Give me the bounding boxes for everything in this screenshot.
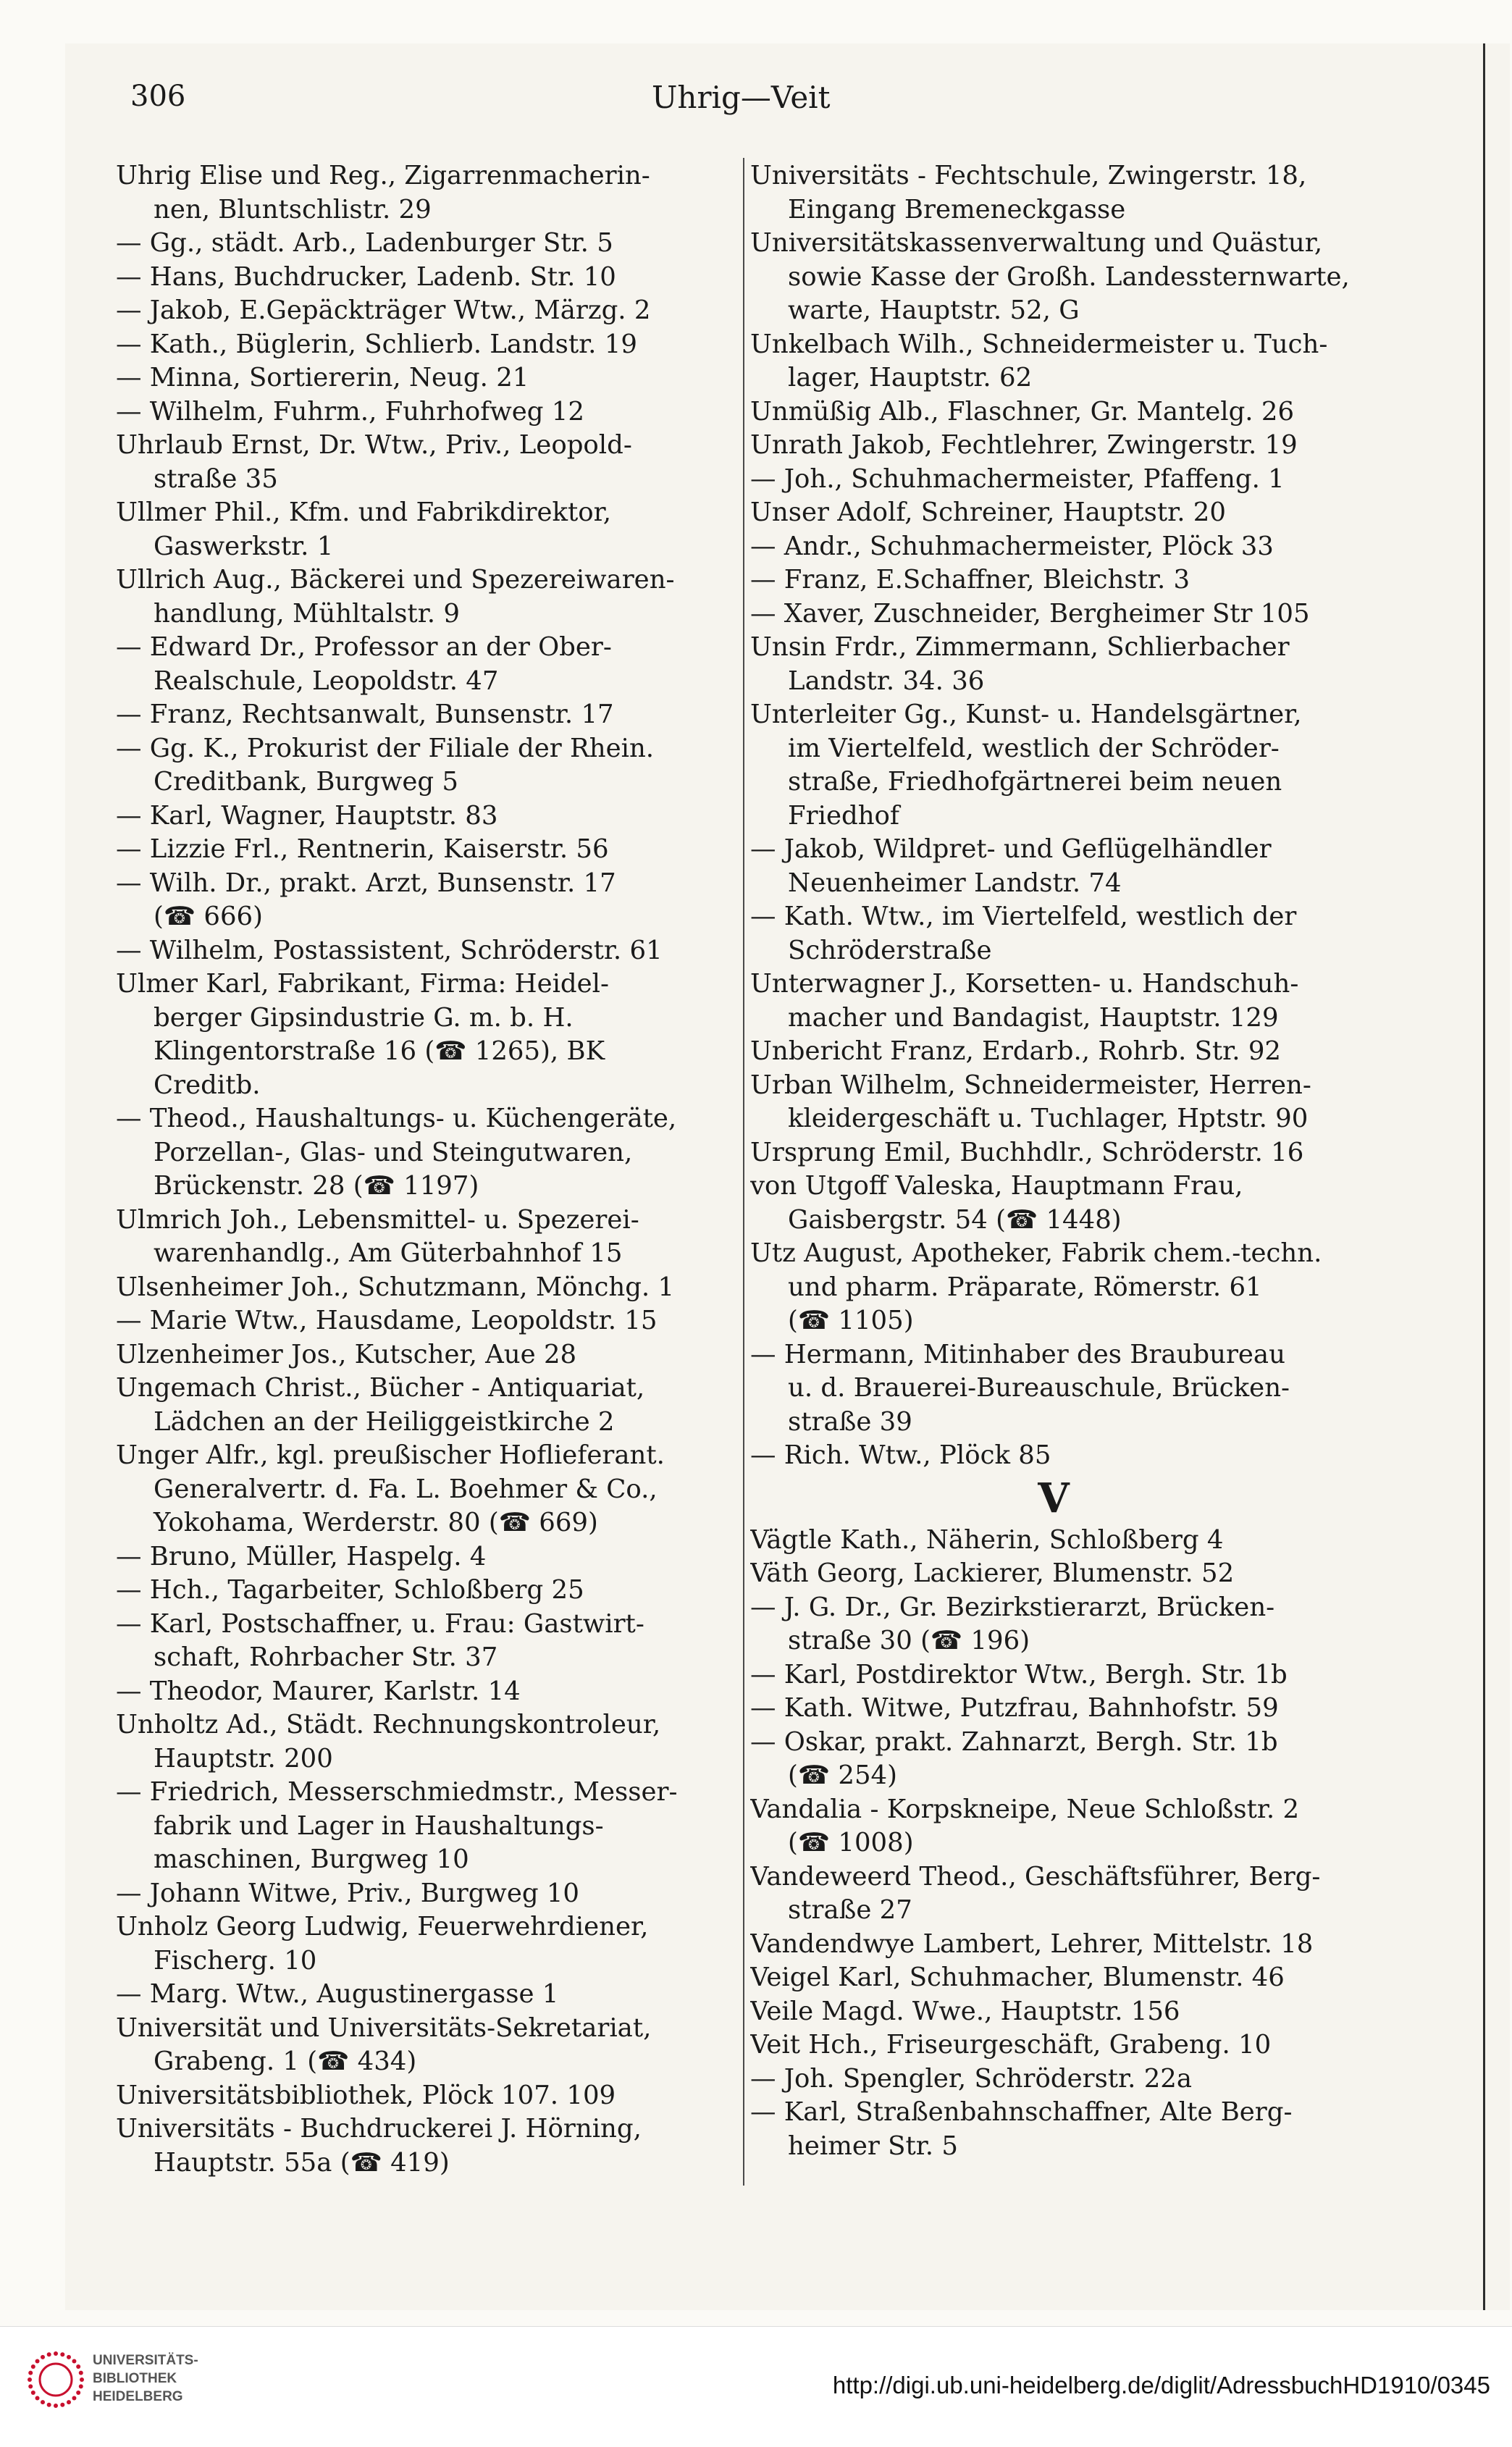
right-column-entries-u: [750, 159, 1357, 1473]
directory-entry-line: Creditbank, Burgweg 5: [154, 767, 458, 797]
directory-entry-line: — Wilhelm, Fuhrm., Fuhrhofweg 12: [116, 396, 584, 427]
right-column-entries-v: [750, 1524, 1357, 2164]
directory-entry-line: Ulmer Karl, Fabrikant, Firma: Heidel-: [116, 969, 610, 999]
university-seal-icon: [25, 2349, 87, 2411]
directory-entry-line: Schröderstraße: [788, 935, 992, 965]
directory-entry-line: Ursprung Emil, Buchhdlr., Schröderstr. 16: [750, 1137, 1304, 1167]
directory-entry-line: — Hch., Tagarbeiter, Schloßberg 25: [116, 1575, 584, 1605]
directory-entry-line: — Marie Wtw., Hausdame, Leopoldstr. 15: [116, 1306, 658, 1335]
directory-entry-line: — Karl, Postschaffner, u. Frau: Gastwirt-: [116, 1608, 644, 1639]
directory-entry-line: Vandalia - Korpskneipe, Neue Schloßstr. 2: [750, 1794, 1300, 1824]
directory-entry-line: warenhandlg., Am Güterbahnhof 15: [154, 1238, 623, 1268]
directory-entry-line: Unbericht Franz, Erdarb., Rohrb. Str. 92: [750, 1036, 1281, 1066]
directory-entry-line: — Jakob, E.Gepäckträger Wtw., Märzg. 2: [116, 295, 651, 325]
directory-entry-line: — Karl, Straßenbahnschaffner, Alte Berg-: [750, 2097, 1293, 2127]
directory-entry-line: (☎ 1105): [788, 1306, 914, 1335]
library-logo-text: [93, 2351, 198, 2406]
directory-entry-line: kleidergeschäft u. Tuchlager, Hptstr. 90: [788, 1104, 1309, 1133]
directory-entry-line: — Theodor, Maurer, Karlstr. 14: [116, 1676, 521, 1706]
directory-entry-line: Universitäts - Buchdruckerei J. Hörning,: [116, 2114, 642, 2144]
directory-entry-line: warte, Hauptstr. 52, G: [788, 295, 1080, 325]
directory-entry-line: Unsin Frdr., Zimmermann, Schlierbacher: [750, 632, 1290, 662]
directory-entry-line: Generalvertr. d. Fa. L. Boehmer & Co.,: [154, 1474, 658, 1504]
directory-entry-line: Unmüßig Alb., Flaschner, Gr. Mantelg. 26: [750, 396, 1295, 427]
directory-entry-line: Vägtle Kath., Näherin, Schloßberg 4: [750, 1524, 1224, 1555]
column-divider: [743, 158, 744, 2186]
directory-entry-line: lager, Hauptstr. 62: [788, 363, 1033, 393]
directory-entry-line: — Theod., Haushaltungs- u. Küchengeräte,: [116, 1104, 677, 1133]
directory-entry-line: Unterleiter Gg., Kunst- u. Handelsgärtner,: [750, 700, 1302, 729]
directory-entry-line: und pharm. Präparate, Römerstr. 61: [788, 1272, 1262, 1302]
directory-entry-line: Landstr. 34. 36: [788, 666, 985, 696]
directory-entry-line: Universitätskassenverwaltung und Quästur,: [750, 228, 1323, 258]
directory-entry-line: — Joh. Spengler, Schröderstr. 22a: [750, 2063, 1193, 2094]
directory-entry-line: — Bruno, Müller, Haspelg. 4: [116, 1541, 487, 1571]
directory-entry-line: Creditb.: [154, 1070, 261, 1100]
directory-entry-line: Veigel Karl, Schuhmacher, Blumenstr. 46: [750, 1963, 1285, 1992]
directory-entry-line: handlung, Mühltalstr. 9: [154, 598, 460, 629]
directory-entry-line: — Gg., städt. Arb., Ladenburger Str. 5: [116, 228, 613, 258]
directory-entry-line: Brückenstr. 28 (☎ 1197): [154, 1171, 479, 1201]
directory-entry-line: Väth Georg, Lackierer, Blumenstr. 52: [750, 1558, 1235, 1588]
directory-entry-line: Unrath Jakob, Fechtlehrer, Zwingerstr. 19: [750, 430, 1298, 460]
directory-entry-line: Ulzenheimer Jos., Kutscher, Aue 28: [116, 1339, 577, 1369]
directory-entry-line: — Johann Witwe, Priv., Burgweg 10: [116, 1878, 580, 1908]
directory-entry-line: — Kath., Büglerin, Schlierb. Landstr. 19: [116, 329, 637, 359]
directory-entry-line: straße, Friedhofgärtnerei beim neuen: [788, 767, 1282, 797]
directory-entry-line: Gaswerkstr. 1: [154, 531, 334, 561]
directory-entry-line: — Oskar, prakt. Zahnarzt, Bergh. Str. 1b: [750, 1726, 1278, 1757]
directory-entry-line: — Lizzie Frl., Rentnerin, Kaiserstr. 56: [116, 834, 609, 864]
directory-entry-line: maschinen, Burgweg 10: [154, 1844, 469, 1874]
directory-entry-line: straße 27: [788, 1895, 912, 1925]
directory-entry-line: Universitätsbibliothek, Plöck 107. 109: [116, 2080, 616, 2110]
directory-entry-line: — Hermann, Mitinhaber des Braubureau: [750, 1339, 1285, 1369]
directory-entry-line: Porzellan-, Glas- und Steingutwaren,: [154, 1137, 633, 1167]
source-url-link[interactable]: http://digi.ub.uni-heidelberg.de/diglit/AdressbuchHD1910/0345: [832, 2372, 1490, 2398]
directory-entry-line: fabrik und Lager in Haushaltungs-: [154, 1810, 604, 1841]
directory-entry-line: Realschule, Leopoldstr. 47: [154, 666, 499, 696]
directory-entry-line: Vandeweerd Theod., Geschäftsführer, Berg-: [750, 1861, 1321, 1892]
directory-entry-line: von Utgoff Valeska, Hauptmann Frau,: [750, 1171, 1243, 1201]
directory-entry-line: — Kath. Wtw., im Viertelfeld, westlich der: [750, 902, 1297, 931]
footer-bar: [0, 2326, 1512, 2447]
directory-entry-line: Ullrich Aug., Bäckerei und Spezereiwaren-: [116, 565, 675, 595]
directory-entry-line: — Wilh. Dr., prakt. Arzt, Bunsenstr. 17: [116, 868, 616, 898]
directory-entry-line: Uhrlaub Ernst, Dr. Wtw., Priv., Leopold-: [116, 430, 632, 460]
directory-entry-line: straße 30 (☎ 196): [788, 1626, 1030, 1655]
directory-entry-line: — Karl, Wagner, Hauptstr. 83: [116, 800, 498, 831]
directory-entry-line: — Gg. K., Prokurist der Filiale der Rhein.: [116, 733, 655, 763]
directory-entry-line: Grabeng. 1 (☎ 434): [154, 2047, 417, 2076]
directory-entry-line: (☎ 1008): [788, 1828, 914, 1858]
directory-entry-line: Ulsenheimer Joh., Schutzmann, Mönchg. 1: [116, 1272, 675, 1302]
directory-entry-line: — Edward Dr., Professor an der Ober-: [116, 632, 612, 662]
directory-entry-line: macher und Bandagist, Hauptstr. 129: [788, 1002, 1279, 1033]
directory-entry-line: Gaisbergstr. 54 (☎ 1448): [788, 1204, 1122, 1235]
directory-entry-line: Klingentorstraße 16 (☎ 1265), BK: [154, 1036, 605, 1066]
directory-entry-line: sowie Kasse der Großh. Landessternwarte,: [788, 261, 1350, 292]
directory-entry-line: Unterwagner J., Korsetten- u. Handschuh-: [750, 969, 1299, 999]
directory-entry-line: (☎ 254): [788, 1760, 897, 1790]
directory-entry-line: Universitäts - Fechtschule, Zwingerstr. 18,: [750, 161, 1307, 190]
directory-entry-line: berger Gipsindustrie G. m. b. H.: [154, 1002, 574, 1033]
directory-entry-line: heimer Str. 5: [788, 2131, 958, 2161]
directory-entry-line: — Franz, E.Schaffner, Bleichstr. 3: [750, 565, 1190, 595]
section-letter: V: [1038, 1474, 1070, 1522]
directory-entry-line: — Friedrich, Messerschmiedmstr., Messer-: [116, 1777, 678, 1807]
directory-entry-line: Neuenheimer Landstr. 74: [788, 868, 1122, 898]
directory-entry-line: Unkelbach Wilh., Schneidermeister u. Tuch-: [750, 329, 1328, 359]
directory-entry-line: — J. G. Dr., Gr. Bezirkstierarzt, Brücken-: [750, 1592, 1275, 1622]
left-column: [116, 159, 723, 2180]
directory-entry-line: Ungemach Christ., Bücher - Antiquariat,: [116, 1373, 645, 1403]
directory-entry-line: Ulmrich Joh., Lebensmittel- u. Spezerei-: [116, 1204, 639, 1235]
logo-line: BIBLIOTHEK: [93, 2371, 177, 2386]
directory-entry-line: Veile Magd. Wwe., Hauptstr. 156: [750, 1996, 1180, 2026]
right-column: [750, 159, 1357, 2163]
directory-entry-line: Veit Hch., Friseurgeschäft, Grabeng. 10: [750, 2030, 1272, 2060]
directory-entry-line: Unger Alfr., kgl. preußischer Hoflieferant.: [116, 1440, 665, 1470]
directory-entry-line: u. d. Brauerei-Bureauschule, Brücken-: [788, 1373, 1290, 1403]
directory-entry-line: Eingang Bremeneckgasse: [788, 194, 1126, 224]
directory-entry-line: — Hans, Buchdrucker, Ladenb. Str. 10: [116, 261, 616, 292]
directory-entry-line: Friedhof: [788, 800, 900, 831]
directory-entry-line: Hauptstr. 200: [154, 1743, 333, 1774]
directory-entry-line: Vandendwye Lambert, Lehrer, Mittelstr. 18: [750, 1928, 1314, 1959]
page-header: [130, 80, 1512, 123]
directory-entry-line: — Xaver, Zuschneider, Bergheimer Str 105: [750, 598, 1310, 629]
directory-entry-line: Uhrig Elise und Reg., Zigarrenmacherin-: [116, 161, 650, 190]
directory-entry-line: Fischerg. 10: [154, 1945, 317, 1976]
running-head: Uhrig—Veit: [652, 80, 831, 115]
directory-entry-line: Unholtz Ad., Städt. Rechnungskontroleur,: [116, 1710, 661, 1739]
directory-entry-line: — Franz, Rechtsanwalt, Bunsenstr. 17: [116, 700, 614, 729]
directory-entry-line: Unser Adolf, Schreiner, Hauptstr. 20: [750, 498, 1226, 527]
directory-entry-line: straße 39: [788, 1406, 912, 1437]
logo-line: UNIVERSITÄTS-: [93, 2353, 198, 2368]
directory-entry-line: Universität und Universitäts-Sekretariat,: [116, 2012, 652, 2043]
directory-entry-line: — Joh., Schuhmachermeister, Pfaffeng. 1: [750, 463, 1285, 494]
directory-entry-line: im Viertelfeld, westlich der Schröder-: [788, 733, 1280, 763]
directory-entry-line: Utz August, Apotheker, Fabrik chem.-techn.: [750, 1238, 1322, 1268]
directory-entry-line: schaft, Rohrbacher Str. 37: [154, 1642, 498, 1672]
directory-entry-line: — Minna, Sortiererin, Neug. 21: [116, 363, 529, 393]
directory-entry-line: Hauptstr. 55a (☎ 419): [154, 2147, 450, 2178]
directory-entry-line: — Wilhelm, Postassistent, Schröderstr. 61: [116, 935, 663, 965]
directory-entry-line: — Marg. Wtw., Augustinergasse 1: [116, 1979, 559, 2009]
directory-entry-line: — Rich. Wtw., Plöck 85: [750, 1440, 1051, 1470]
directory-entry-line: Ullmer Phil., Kfm. und Fabrikdirektor,: [116, 498, 611, 527]
directory-entry-line: Yokohama, Werderstr. 80 (☎ 669): [154, 1508, 598, 1537]
logo-line: HEIDELBERG: [93, 2389, 183, 2404]
directory-entry-line: Urban Wilhelm, Schneidermeister, Herren-: [750, 1070, 1311, 1100]
directory-entry-line: straße 35: [154, 463, 278, 494]
directory-entry-line: (☎ 666): [154, 902, 263, 931]
page-edge: [1483, 43, 1485, 2310]
directory-entry-line: nen, Bluntschlistr. 29: [154, 194, 432, 224]
directory-entry-line: — Kath. Witwe, Putzfrau, Bahnhofstr. 59: [750, 1693, 1279, 1723]
directory-entry-line: Unholz Georg Ludwig, Feuerwehrdiener,: [116, 1912, 649, 1942]
page-number: 306: [130, 80, 186, 113]
directory-entry-line: — Jakob, Wildpret- und Geflügelhändler: [750, 834, 1272, 864]
directory-entry-line: — Andr., Schuhmachermeister, Plöck 33: [750, 531, 1274, 561]
directory-entry-line: — Karl, Postdirektor Wtw., Bergh. Str. 1b: [750, 1659, 1288, 1690]
directory-entry-line: Lädchen an der Heiliggeistkirche 2: [154, 1406, 615, 1437]
